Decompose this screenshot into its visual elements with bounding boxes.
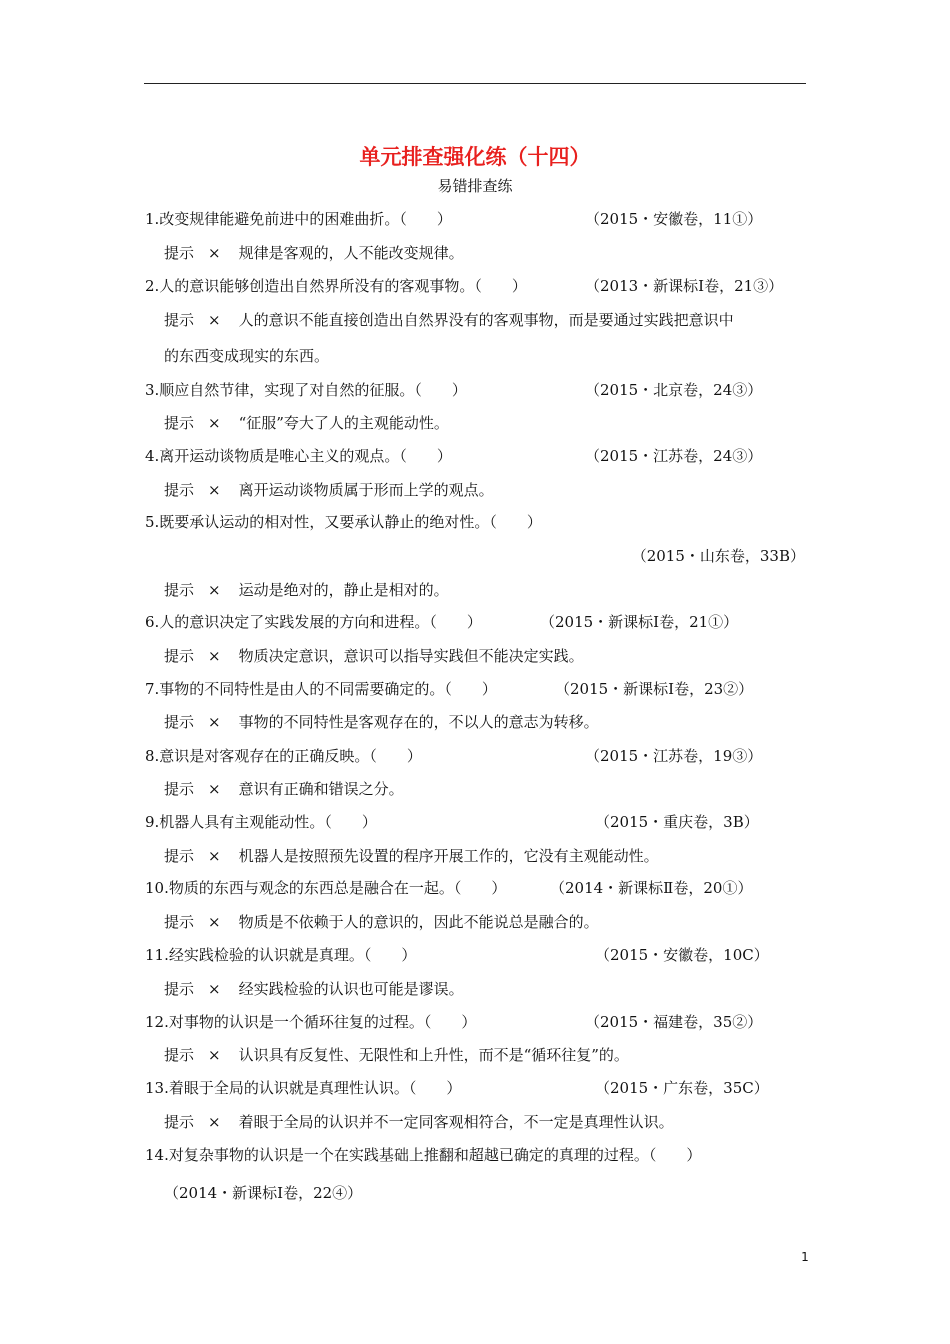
hint-label: 提示 <box>164 581 195 599</box>
question-source: （2014・新课标Ⅱ卷，20①） <box>550 879 753 897</box>
question-source: （2015・江苏卷，24③） <box>585 447 763 465</box>
hint-text: 运动是绝对的，静止是相对的。 <box>238 581 449 599</box>
question-text: 4.离开运动谈物质是唯心主义的观点。（ ） <box>145 447 452 465</box>
question-text: 5.既要承认运动的相对性，又要承认静止的绝对性。（ ） <box>145 513 542 531</box>
question-source: （2015・北京卷，24③） <box>585 381 763 399</box>
question-text: 2.人的意识能够创造出自然界所没有的客观事物。（ ） <box>145 277 527 295</box>
hint-8 <box>164 779 806 799</box>
question-14-source-line <box>164 1183 806 1203</box>
hint-2 <box>164 310 806 330</box>
question-source: （2015・新课标Ⅰ卷，21①） <box>540 613 739 631</box>
hint-5 <box>164 580 806 600</box>
hint-text: 人的意识不能直接创造出自然界没有的客观事物，而是要通过实践把意识中 <box>238 311 734 329</box>
question-12 <box>145 1012 805 1032</box>
hint-text: “征服”夸大了人的主观能动性。 <box>238 414 449 432</box>
question-source: （2015・江苏卷，19③） <box>585 747 763 765</box>
hint-label: 提示 <box>164 713 195 731</box>
cross-mark: × <box>208 647 221 665</box>
hint-label: 提示 <box>164 1113 195 1131</box>
question-text: 8.意识是对客观存在的正确反映。（ ） <box>145 747 422 765</box>
question-source: （2015・福建卷，35②） <box>585 1013 763 1031</box>
question-source: （2015・新课标Ⅰ卷，23②） <box>555 680 754 698</box>
question-text: 14.对复杂事物的认识是一个在实践基础上推翻和超越已确定的真理的过程。（ ） <box>145 1146 702 1164</box>
question-13 <box>145 1078 805 1098</box>
question-4 <box>145 446 805 466</box>
section-subtitle: 易错排查练 <box>437 177 513 195</box>
question-text: 9.机器人具有主观能动性。（ ） <box>145 813 377 831</box>
hint-1 <box>164 243 806 263</box>
hint-text: 事物的不同特性是客观存在的，不以人的意志为转移。 <box>238 713 599 731</box>
hint-12 <box>164 1045 806 1065</box>
hint-label: 提示 <box>164 780 195 798</box>
question-text: 13.着眼于全局的认识就是真理性认识。（ ） <box>145 1079 462 1097</box>
question-text: 10.物质的东西与观念的东西总是融合在一起。（ ） <box>145 879 507 897</box>
cross-mark: × <box>208 244 221 262</box>
question-text: 1.改变规律能避免前进中的困难曲折。（ ） <box>145 210 452 228</box>
question-source: （2015・广东卷，35C） <box>595 1079 769 1097</box>
hint-text: 认识具有反复性、无限性和上升性，而不是“循环往复”的。 <box>238 1046 629 1064</box>
hint-7 <box>164 712 806 732</box>
hint-text: 着眼于全局的认识并不一定同客观相符合，不一定是真理性认识。 <box>238 1113 674 1131</box>
hint-text: 规律是客观的，人不能改变规律。 <box>238 244 464 262</box>
question-source: （2015・安徽卷，10C） <box>595 946 769 964</box>
question-7 <box>145 679 805 699</box>
hint-label: 提示 <box>164 847 195 865</box>
question-11 <box>145 945 805 965</box>
hint-text: 离开运动谈物质属于形而上学的观点。 <box>238 481 494 499</box>
hint-label: 提示 <box>164 414 195 432</box>
question-3 <box>145 380 805 400</box>
question-1 <box>145 209 805 229</box>
hint-label: 提示 <box>164 647 195 665</box>
hint-text: 经实践检验的认识也可能是谬误。 <box>238 980 464 998</box>
cross-mark: × <box>208 913 221 931</box>
cross-mark: × <box>208 481 221 499</box>
question-source: （2015・重庆卷，3B） <box>595 813 759 831</box>
hint-3 <box>164 413 806 433</box>
question-9 <box>145 812 805 832</box>
question-text: 3.顺应自然节律，实现了对自然的征服。（ ） <box>145 381 467 399</box>
page-title: 单元排查强化练（十四） <box>359 145 591 169</box>
question-10 <box>145 878 805 898</box>
cross-mark: × <box>208 581 221 599</box>
cross-mark: × <box>208 713 221 731</box>
hint-text: 意识有正确和错误之分。 <box>238 780 404 798</box>
cross-mark: × <box>208 980 221 998</box>
hint-label: 提示 <box>164 311 195 329</box>
hint-label: 提示 <box>164 913 195 931</box>
cross-mark: × <box>208 780 221 798</box>
question-text: 12.对事物的认识是一个循环往复的过程。（ ） <box>145 1013 477 1031</box>
question-source: （2013・新课标Ⅰ卷，21③） <box>585 277 784 295</box>
hint-label: 提示 <box>164 244 195 262</box>
question-8 <box>145 746 805 766</box>
question-source: （2014・新课标Ⅰ卷，22④） <box>164 1184 363 1202</box>
hint-text: 的东西变成现实的东西。 <box>164 347 330 365</box>
hint-label: 提示 <box>164 481 195 499</box>
question-source: （2015・山东卷，33B） <box>631 547 805 565</box>
hint-13 <box>164 1112 806 1132</box>
cross-mark: × <box>208 847 221 865</box>
page-number: 1 <box>801 1250 809 1264</box>
question-source: （2015・安徽卷，11①） <box>585 210 763 228</box>
question-text: 6.人的意识决定了实践发展的方向和进程。（ ） <box>145 613 482 631</box>
hint-label: 提示 <box>164 1046 195 1064</box>
cross-mark: × <box>208 311 221 329</box>
hint-10 <box>164 912 806 932</box>
question-14 <box>145 1145 805 1165</box>
question-5 <box>145 512 805 532</box>
hint-2-continued <box>164 346 806 366</box>
cross-mark: × <box>208 414 221 432</box>
hint-text: 物质是不依赖于人的意识的，因此不能说总是融合的。 <box>238 913 599 931</box>
hint-4 <box>164 480 806 500</box>
question-text: 11.经实践检验的认识就是真理。（ ） <box>145 946 417 964</box>
header-rule <box>144 83 806 84</box>
question-6 <box>145 612 805 632</box>
question-2 <box>145 276 805 296</box>
hint-11 <box>164 979 806 999</box>
cross-mark: × <box>208 1113 221 1131</box>
cross-mark: × <box>208 1046 221 1064</box>
hint-text: 机器人是按照预先设置的程序开展工作的，它没有主观能动性。 <box>238 847 659 865</box>
question-text: 7.事物的不同特性是由人的不同需要确定的。（ ） <box>145 680 497 698</box>
hint-label: 提示 <box>164 980 195 998</box>
hint-6 <box>164 646 806 666</box>
hint-9 <box>164 846 806 866</box>
hint-text: 物质决定意识，意识可以指导实践但不能决定实践。 <box>238 647 584 665</box>
